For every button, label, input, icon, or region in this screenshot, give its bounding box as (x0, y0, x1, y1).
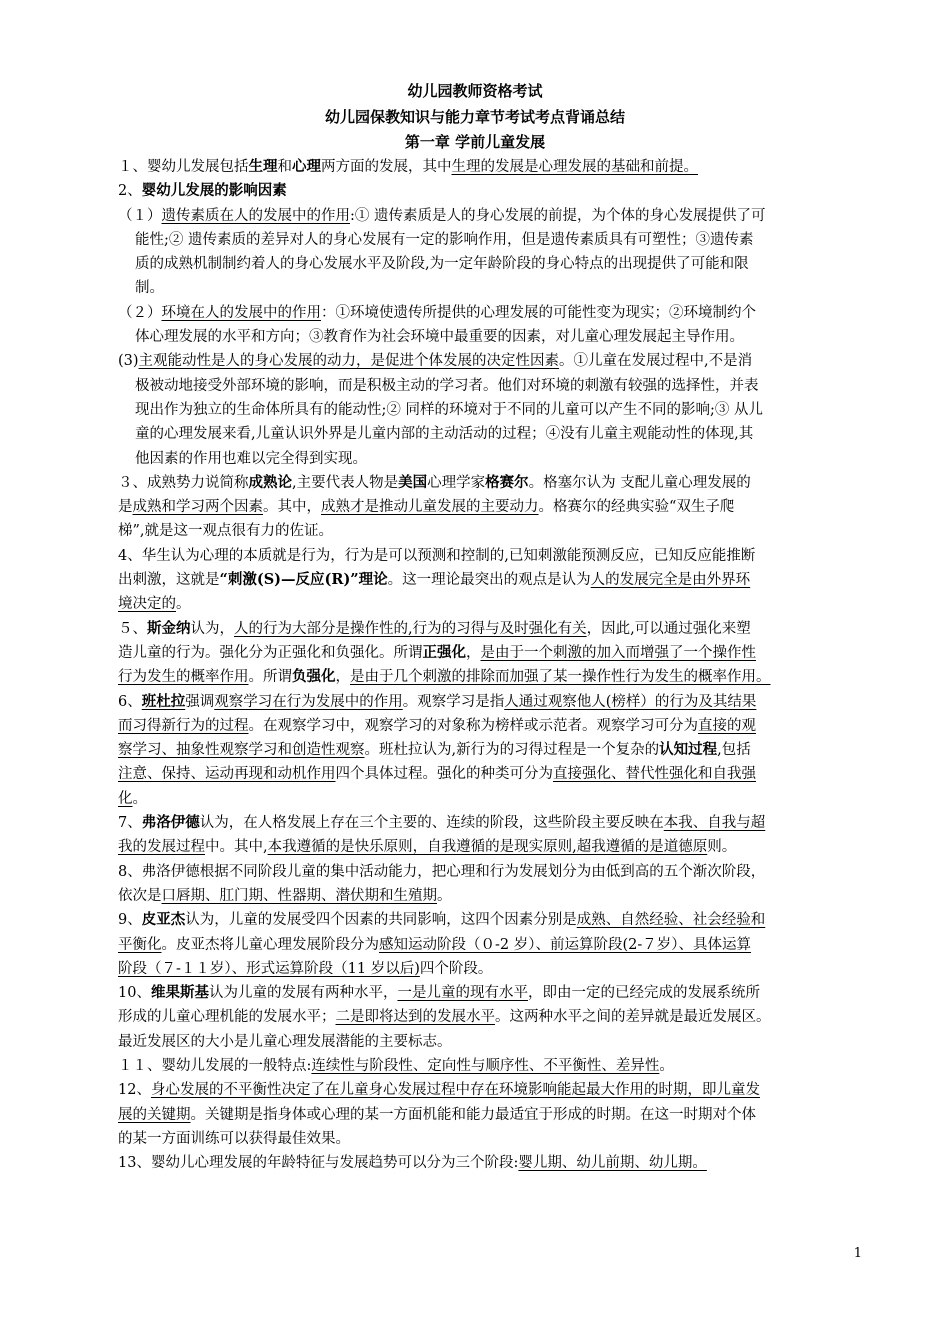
item-7: 7、弗洛伊德认为，在人格发展上存在三个主要的、连续的阶段，这些阶段主要反映在本我、自我与超 我的发展过程中。其中,本我遵循的是快乐原则，自我遵循的是现实原则,超我遵循的是道德原则。 (118, 814, 766, 856)
item-13: 13、婴幼儿心理发展的年龄特征与发展趋势可以分为三个阶段:婴儿期、幼儿前期、幼儿期。 (118, 1155, 707, 1172)
item-2-2: （２）环境在人的发展中的作用：①环境使遗传所提供的心理发展的可能性变为现实；②环境制约个 体心理发展的水平和方向；③教育作为社会环境中最重要的因素，对儿童心理发展起主导作用。 (118, 304, 756, 346)
document-title: 幼儿园保教知识与能力章节考试考点背诵总结 (324, 108, 625, 126)
item-11: １１、婴幼儿发展的一般特点:连续性与阶段性、定向性与顺序性、不平衡性、差异性。 (118, 1057, 674, 1074)
item-2-1: （１）遗传素质在人的发展中的作用:① 遗传素质是人的身心发展的前提，为个体的身心发展提供了可 能性;② 遗传素质的差异对人的身心发展有一定的影响作用，但是遗传素质具有可塑性；③遗传素 质的成熟机制制约着人的身心发展水平及阶段,为一定年龄阶段的身心特点的出现提供了可能和限 制。 (118, 207, 766, 297)
item-12: 12、身心发展的不平衡性决定了在儿童身心发展过程中存在环境影响能起最大作用的时期，即儿童发 展的关键期。关键期是指身体或心理的某一方面机能和能力最适宜于形成的时期。在这一时期对个体 的某一方面训练可以获得最佳效果。 (118, 1082, 760, 1147)
item-1: １、婴幼儿发展包括生理和心理两方面的发展，其中生理的发展是心理发展的基础和前提。 (118, 158, 698, 175)
item-2-heading: 2、婴幼儿发展的影响因素 (118, 182, 287, 200)
page-number: 1 (853, 1246, 862, 1261)
item-4: 4、华生认为心理的本质就是行为，行为是可以预测和控制的,已知刺激能预测反应，已知反应能推断 出刺激，这就是“刺激(S)—反应(R)”理论。这一理论最突出的观点是认为人的发展完全是由外界环 境决定的。 (118, 547, 756, 613)
item-3: ３、成熟势力说简称成熟论,主要代表人物是美国心理学家格赛尔。格塞尔认为 支配儿童心理发展的 是成熟和学习两个因素。其中，成熟才是推动儿童发展的主要动力。格赛尔的经典实验“双生子爬 梯”,就是这一观点很有力的佐证。 (118, 473, 751, 540)
document-body (118, 155, 866, 1175)
item-10: 10、维果斯基认为儿童的发展有两种水平，一是儿童的现有水平，即由一定的已经完成的发展系统所 形成的儿童心理机能的发展水平；二是即将达到的发展水平。这两种水平之间的差异就是最近发展区。 最近发展区的大小是儿童心理发展潜能的主要标志。 (118, 984, 771, 1050)
item-8: 8、弗洛伊德根据不同阶段儿童的集中活动能力，把心理和行为发展划分为由低到高的五个渐次阶段， 依次是口唇期、肛门期、性器期、潜伏期和生殖期。 (118, 863, 766, 904)
item-6: 6、班杜拉强调观察学习在行为发展中的作用。观察学习是指人通过观察他人(榜样）的行为及其结果 而习得新行为的过程。在观察学习中，观察学习的对象称为榜样或示范者。观察学习可分为直接的观 察学习、抽象性观察学习和创造性观察。班杜拉认为,新行为的习得过程是一个复杂的认知过程,包括 注意、保持、运动再现和动机作用四个具体过程。强化的种类可分为直接强化、替代性强化和自我强 化。 (118, 692, 757, 807)
chapter-heading: 第一章 学前儿童发展 (404, 133, 546, 151)
item-9: 9、皮亚杰认为，儿童的发展受四个因素的共同影响，这四个因素分别是成熟、自然经验、社会经验和 平衡化。皮亚杰将儿童心理发展阶段分为感知运动阶段（０-2 岁）、前运算阶段(2-７岁）、具体运算 阶段（７-１１岁）、形式运算阶段（11 岁以后)四个阶段。 (118, 911, 766, 977)
exam-title: 幼儿园教师资格考试 (407, 82, 543, 100)
item-5: ５、斯金纳认为，人的行为大部分是操作性的,行为的习得与及时强化有关，因此,可以通过强化来塑 造儿童的行为。强化分为正强化和负强化。所谓正强化，是由于一个刺激的加入而增强了一个操作性 行为发生的概率作用。所谓负强化，是由于几个刺激的排除而加强了某一操作性行为发生的概率作用。 (118, 619, 771, 686)
item-2-3: (3)主观能动性是人的身心发展的动力，是促进个体发展的决定性因素。①儿童在发展过程中,不是消 极被动地接受外部环境的影响，而是积极主动的学习者。他们对环境的刺激有较强的选择性，并表 现出作为独立的生命体所具有的能动性;② 同样的环境对于不同的儿童可以产生不同的影响;③ 从儿 童的心理发展来看,儿童认识外界是儿童内部的主动活动的过程；④没有儿童主观能动性的体现,其 他因素的作用也难以完全得到实现。 (118, 353, 763, 467)
